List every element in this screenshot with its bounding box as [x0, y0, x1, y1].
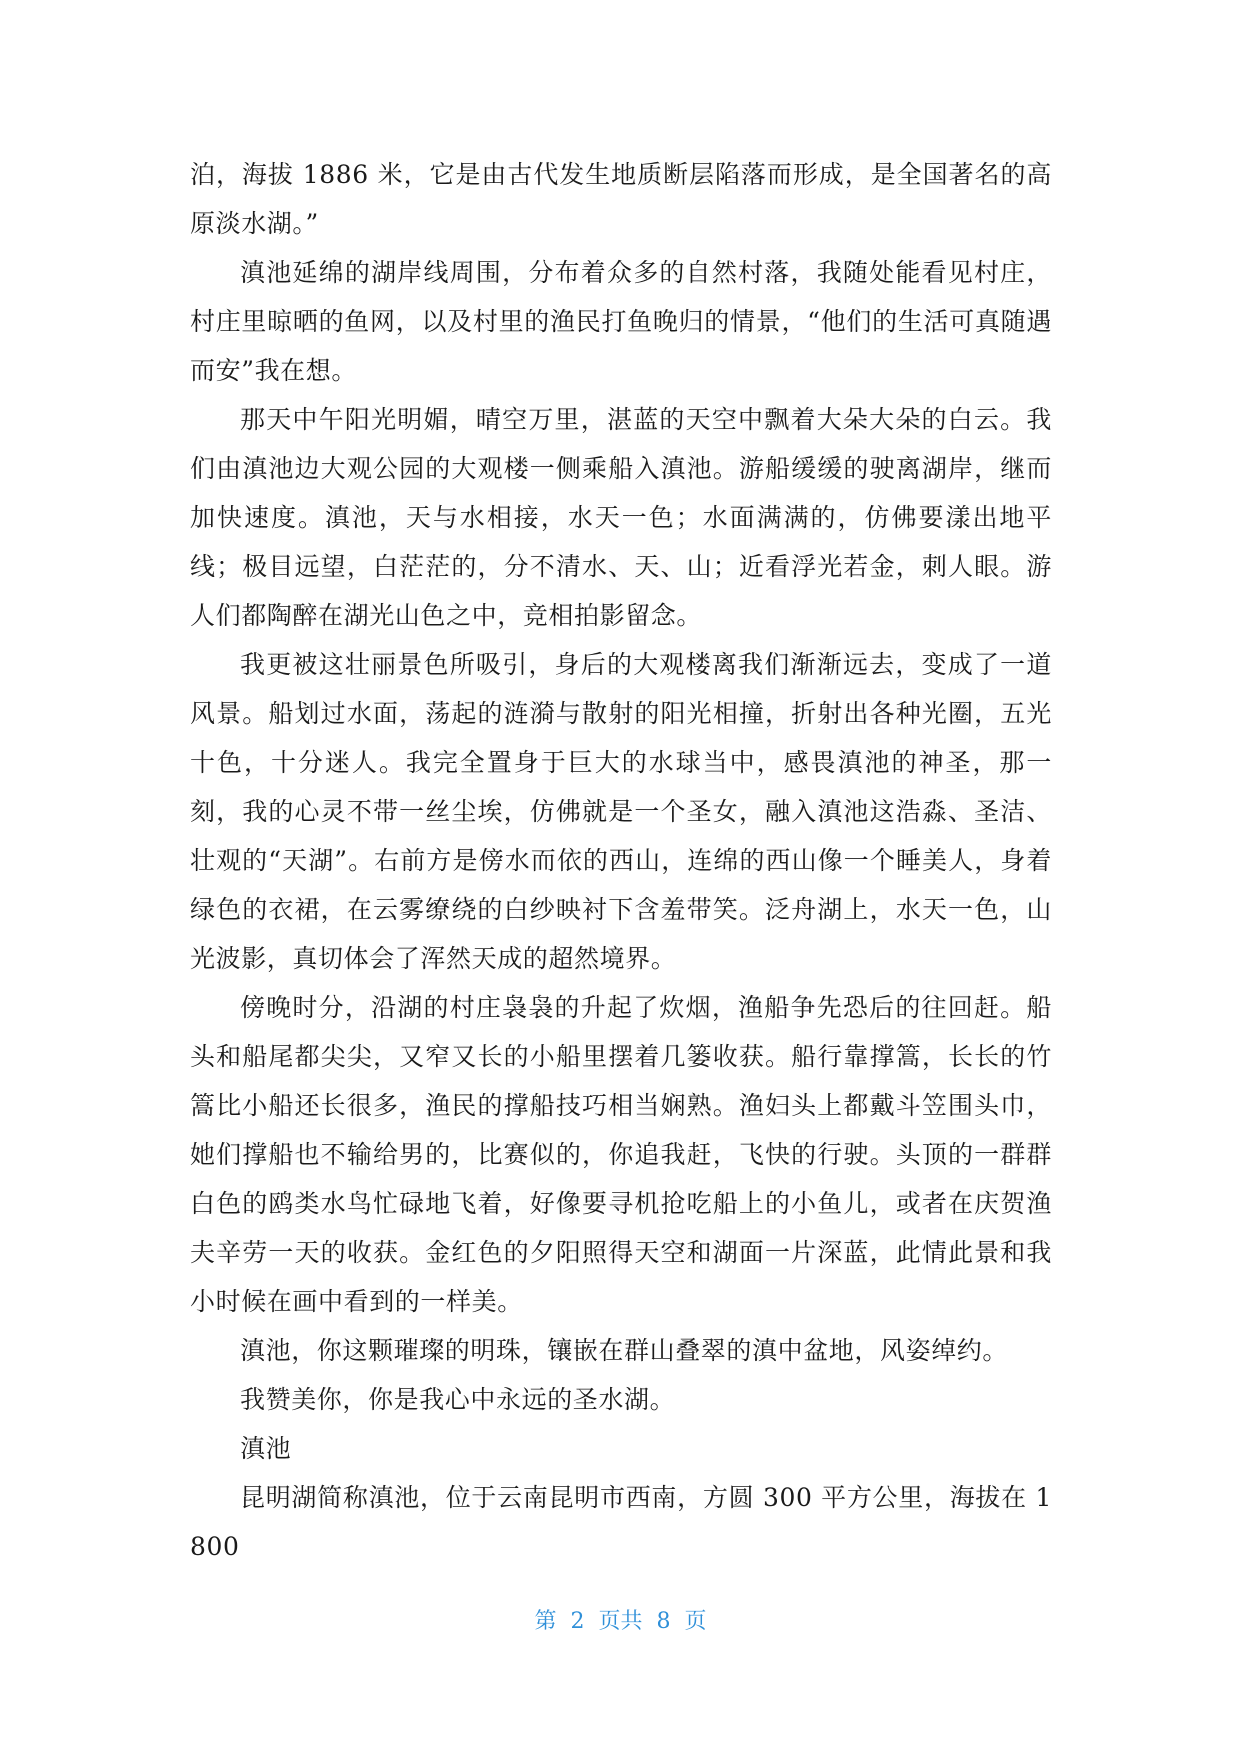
body-text [190, 150, 1052, 1571]
paragraph-1: 泊，海拔 1886 米，它是由古代发生地质断层陷落而形成，是全国著名的高原淡水湖。” [190, 160, 1052, 238]
page-number-footer: 第 2 页共 8 页 [534, 1609, 707, 1634]
paragraph-4: 我更被这壮丽景色所吸引，身后的大观楼离我们渐渐远去，变成了一道风景。船划过水面，荡起的涟漪与散射的阳光相撞，折射出各种光圈，五光十色，十分迷人。我完全置身于巨大的水球当中，感畏滇池的神圣，那一刻，我的心灵不带一丝尘埃，仿佛就是一个圣女，融入滇池这浩淼、圣洁、壮观的“天湖”。右前方是傍水而依的西山，连绵的西山像一个睡美人，身着绿色的衣裙，在云雾缭绕的白纱映衬下含羞带笑。泛舟湖上，水天一色，山光波影，真切体会了浑然天成的超然境界。 [190, 650, 1052, 973]
paragraph-7: 我赞美你，你是我心中永远的圣水湖。 [240, 1385, 676, 1414]
paragraph-3: 那天中午阳光明媚，晴空万里，湛蓝的天空中飘着大朵大朵的白云。我们由滇池边大观公园的大观楼一侧乘船入滇池。游船缓缓的驶离湖岸，继而加快速度。滇池，天与水相接，水天一色；水面满满的，仿佛要漾出地平线；极目远望，白茫茫的，分不清水、天、山；近看浮光若金，刺人眼。游人们都陶醉在湖光山色之中，竞相拍影留念。 [190, 405, 1052, 630]
paragraph-8: 昆明湖简称滇池，位于云南昆明市西南，方圆 300 平方公里，海拔在 1800 [190, 1483, 1052, 1561]
paragraph-2: 滇池延绵的湖岸线周围，分布着众多的自然村落，我随处能看见村庄，村庄里晾晒的鱼网，以及村里的渔民打鱼晚归的情景，“他们的生活可真随遇而安”我在想。 [190, 258, 1052, 385]
section-heading: 滇池 [240, 1434, 292, 1463]
paragraph-6: 滇池，你这颗璀璨的明珠，镶嵌在群山叠翠的滇中盆地，风姿绰约。 [240, 1336, 1009, 1365]
paragraph-5: 傍晚时分，沿湖的村庄袅袅的升起了炊烟，渔船争先恐后的往回赶。船头和船尾都尖尖，又窄又长的小船里摆着几篓收获。船行靠撑篙，长长的竹篙比小船还长很多，渔民的撑船技巧相当娴熟。渔妇头上都戴斗笠围头巾，她们撑船也不输给男的，比赛似的，你追我赶，飞快的行驶。头顶的一群群白色的鸥类水鸟忙碌地飞着，好像要寻机抢吃船上的小鱼儿，或者在庆贺渔夫辛劳一天的收获。金红色的夕阳照得天空和湖面一片深蓝，此情此景和我小时候在画中看到的一样美。 [190, 993, 1052, 1316]
